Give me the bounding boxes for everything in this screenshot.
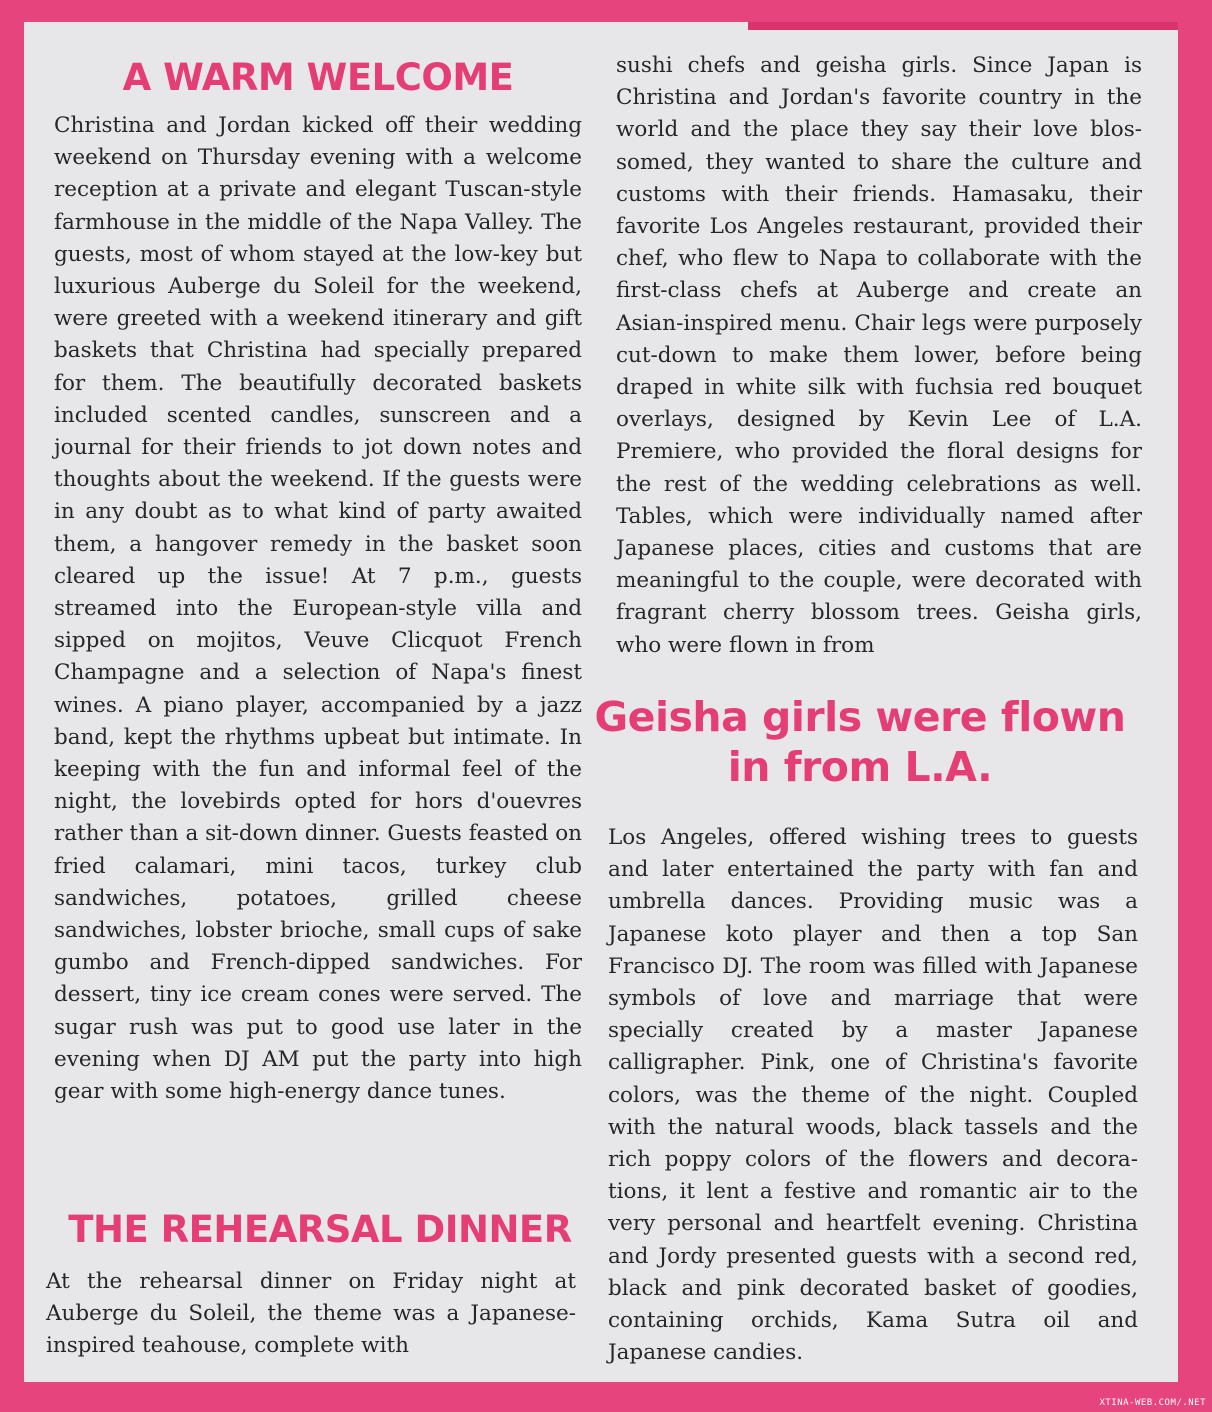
continued-body-text [616, 50, 1142, 662]
site-watermark: XTINA-WEB.COM/.NET [1099, 1398, 1206, 1408]
heading-rehearsal-dinner: THE REHEARSAL DINNER [68, 1208, 572, 1251]
pull-quote: Geisha girls were flown in from L.A. [594, 693, 1126, 791]
continued-paragraph: sushi chefs and geisha girls. Since Japan is Christina and Jordan's favorite country in the world and the place they say their love blossomed, they wanted to share the culture and customs with their friends. Hamasaku, their favorite Los Angeles restaurant, provided their chef, who flew to Napa to collaborate with the first-class chefs at Auberge and create an Asian-inspired menu. Chair legs were purposely cut-down to make them lower, before being draped in white silk with fuchsia red bouquet overlays, designed by Kevin Lee of L.A. Premiere, who provided the floral designs for the rest of the wedding celebrations as well. Tables, which were individually named after Japanese places, cities and customs that are meaningful to the couple, were decorated with fragrant cherry blossom trees. Geisha girls, who were flown in from [616, 53, 1142, 658]
top-color-strip [748, 22, 1178, 30]
welcome-body-text [54, 110, 582, 1108]
rehearsal-body-text [46, 1266, 576, 1363]
welcome-paragraph: Christina and Jordan kicked off their wedding weekend on Thursday evening with a welcome reception at a private and elegant Tuscan-style farmhouse in the middle of the Napa Valley. The guests, most of whom stayed at the low-key but luxurious Auberge du Soleil for the weekend, were greeted with a weekend itinerary and gift baskets that Christina had specially prepared for them. The beautifully decorated baskets included scented candles, sunscreen and a journal for their friends to jot down notes and thoughts about the weekend. If the guests were in any doubt as to what kind of party awaited them, a hangover remedy in the basket soon cleared up the issue! At 7 p.m., guests streamed into the European-style villa and sipped on mojitos, Veuve Clicquot French Champagne and a selection of Napa's finest wines. A piano player, accompanied by a jazz band, kept the rhythms upbeat but intimate. In keeping with the fun and informal feel of the night, the lovebirds opted for hors d'ouevres rather than a sit-down dinner. Guests feasted on fried calamari, mini tacos, turkey club sandwiches, potatoes, grilled cheese sandwiches, lobster brioche, small cups of sake gumbo and French-dipped sandwiches. For dessert, tiny ice cream cones were served. The sugar rush was put to good use later in the evening when DJ AM put the party into high gear with some high-energy dance tunes. [54, 113, 582, 1105]
rehearsal-paragraph: At the rehearsal dinner on Friday night at Auberge du Soleil, the theme was a Japanese-inspired teahouse, complete with [46, 1269, 576, 1359]
heading-warm-welcome: A WARM WELCOME [122, 56, 514, 99]
magazine-page [24, 22, 1178, 1382]
final-body-text [608, 822, 1138, 1369]
final-paragraph: Los Angeles, offered wishing trees to guests and later entertained the party with fan and umbrella dances. Providing music was a Japanese koto player and then a top San Francisco DJ. The room was filled with Japanese symbols of love and marriage that were specially created by a master Japanese calligrapher. Pink, one of Christina's favorite colors, was the theme of the night. Coupled with the natural woods, black tassels and the rich poppy colors of the flowers and decorations, it lent a festive and romantic air to the very personal and heartfelt evening. Christina and Jordy presented guests with a second red, black and pink decorated basket of goodies, containing orchids, Kama Sutra oil and Japanese candies. [608, 825, 1138, 1366]
